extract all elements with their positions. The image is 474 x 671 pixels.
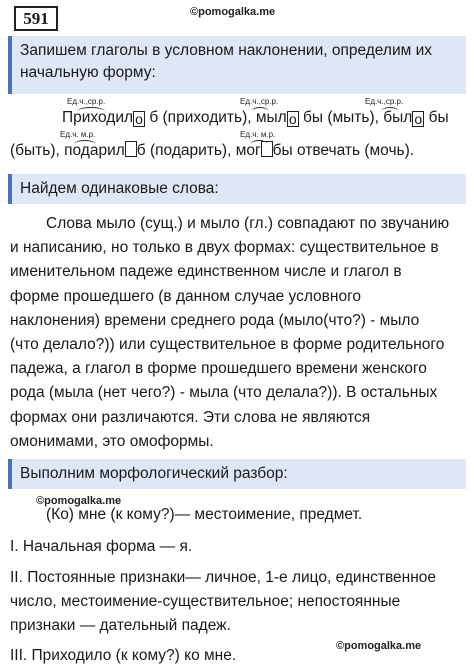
label-b: Ед.ч.,ср.р. xyxy=(240,97,279,106)
section-header-2: Найдем одинаковые слова: xyxy=(8,174,466,204)
watermark-top: ©pomogalka.me xyxy=(190,6,276,18)
ending-box: о xyxy=(287,111,299,127)
ending-box: о xyxy=(133,111,145,127)
verbs-line-2: (быть), подарил б (подарить), мог бы отвечать (мочь). xyxy=(10,142,415,159)
section-header-1: Запишем глаголы в условном наклонении, определим их начальную форму: xyxy=(8,36,466,94)
parse-item-2: II. Постоянные признаки— личное, 1-е лицо, единственное число, местоимение-существительное; непостоянные признаки — дательный падеж. xyxy=(10,569,437,634)
label-c: Ед.ч.,ср.р. xyxy=(365,97,404,106)
ending-box xyxy=(125,141,137,157)
exercise-number: 591 xyxy=(14,6,58,31)
verbs-line-1: Приходил о б (приходить), мыл о бы (мыть), был о бы xyxy=(62,109,449,127)
watermark-middle: ©pomogalka.me xyxy=(36,495,122,507)
parse-item-1: I. Начальная форма — я. xyxy=(10,538,193,555)
ending-box xyxy=(261,141,273,157)
parse-item-3: III. Приходило (к кому?) ко мне. xyxy=(10,647,237,664)
section-header-3: Выполним морфологический разбор: xyxy=(8,459,466,489)
parse-title: (Ко) мне (к кому?)— местоимение, предмет. xyxy=(46,506,363,523)
watermark-bottom: ©pomogalka.me xyxy=(336,640,422,652)
explanation-paragraph: Слова мыло (сущ.) и мыло (гл.) совпадают по звучанию и написанию, но только в двух формах: существительное в именительном падеже единственном числе и глагол в форме прошедшего (в данном случае условного наклонения) времени среднего рода (мыло(что?) - мыло (что делало?)) или существительное в форме родительного падежа, а глагол в форме прошедшего времени женского рода (мыла (нет чего?) - мыла (что делала?)). В остальных формах они различаются. Эти слова не являются омонимами, это омоформы. xyxy=(10,215,450,450)
ending-box: о xyxy=(412,111,424,127)
label-d: Ед.ч. м.р. xyxy=(60,130,96,139)
label-e: Ед.ч. м.р. xyxy=(240,130,276,139)
label-a: Ед.ч.,ср.р. xyxy=(67,97,106,106)
